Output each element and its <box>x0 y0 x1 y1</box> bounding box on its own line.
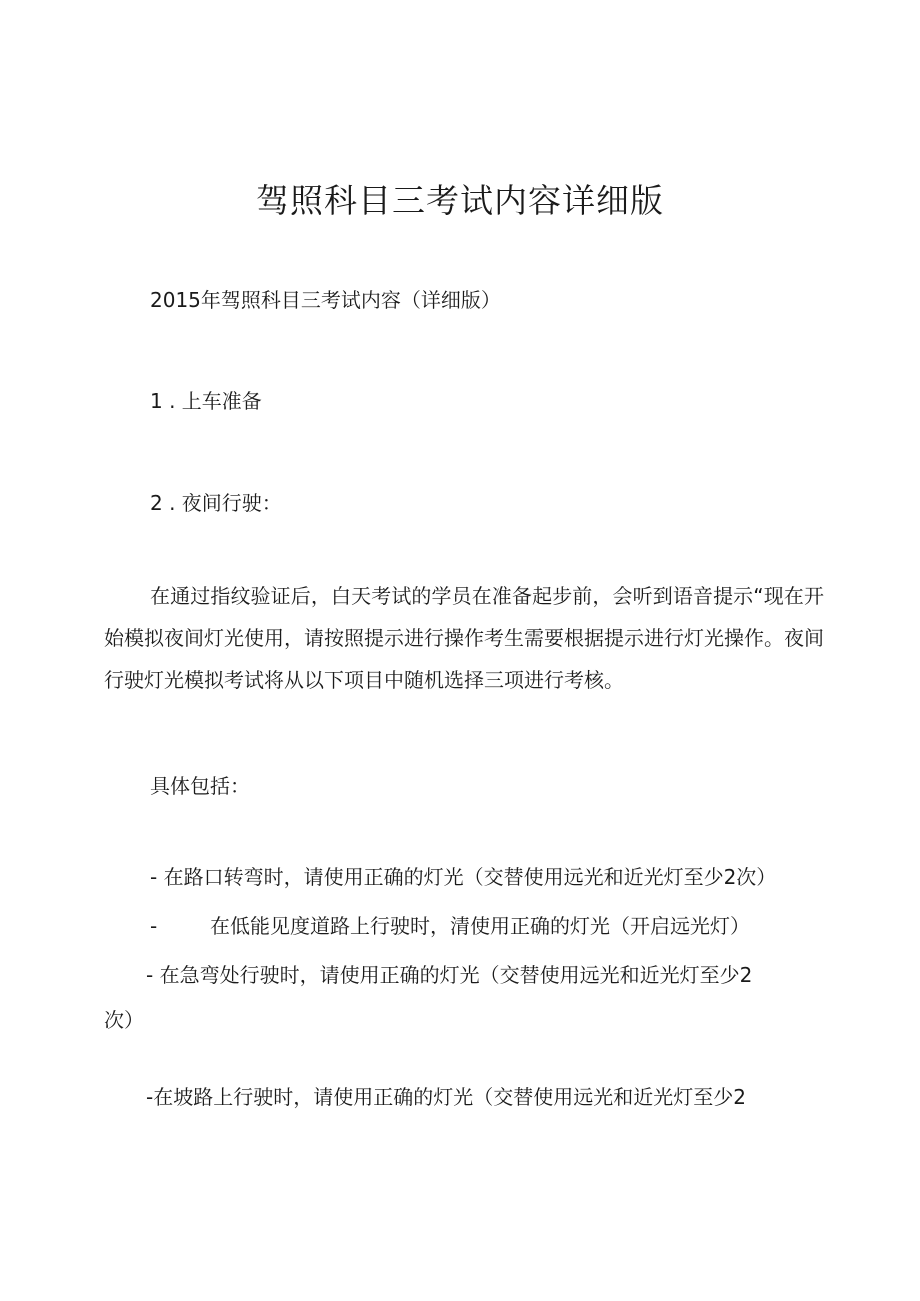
bullet-sharp-curve-continuation: 次） <box>104 1008 144 1032</box>
includes-label: 具体包括： <box>150 774 250 798</box>
document-subtitle: 2015年驾照科目三考试内容（详细版） <box>150 288 501 312</box>
bullet-dash: - <box>150 914 158 938</box>
section-heading-night-driving: 2 . 夜间行驶： <box>150 491 282 515</box>
body-paragraph: 在通过指纹验证后，白天考试的学员在准备起步前，会听到语音提示“现在开始模拟夜间灯光使用，请按照提示进行操作考生需要根据提示进行灯光操作。夜间行驶灯光模拟考试将从以下项目中随机选择三项进行考核。 <box>104 584 824 692</box>
bullet-low-visibility: 在低能见度道路上行驶时，清使用正确的灯光（开启远光灯） <box>210 914 750 938</box>
bullet-slope-road: -在坡路上行驶时，请使用正确的灯光（交替使用远光和近光灯至少2 <box>146 1085 746 1109</box>
section-heading-boarding: 1 . 上车准备 <box>150 389 262 413</box>
bullet-intersection-turn: - 在路口转弯时，请使用正确的灯光（交替使用远光和近光灯至少2次） <box>150 865 777 889</box>
bullet-sharp-curve: - 在急弯处行驶时，请使用正确的灯光（交替使用远光和近光灯至少2 <box>146 963 753 987</box>
document-title: 驾照科目三考试内容详细版 <box>256 181 664 220</box>
